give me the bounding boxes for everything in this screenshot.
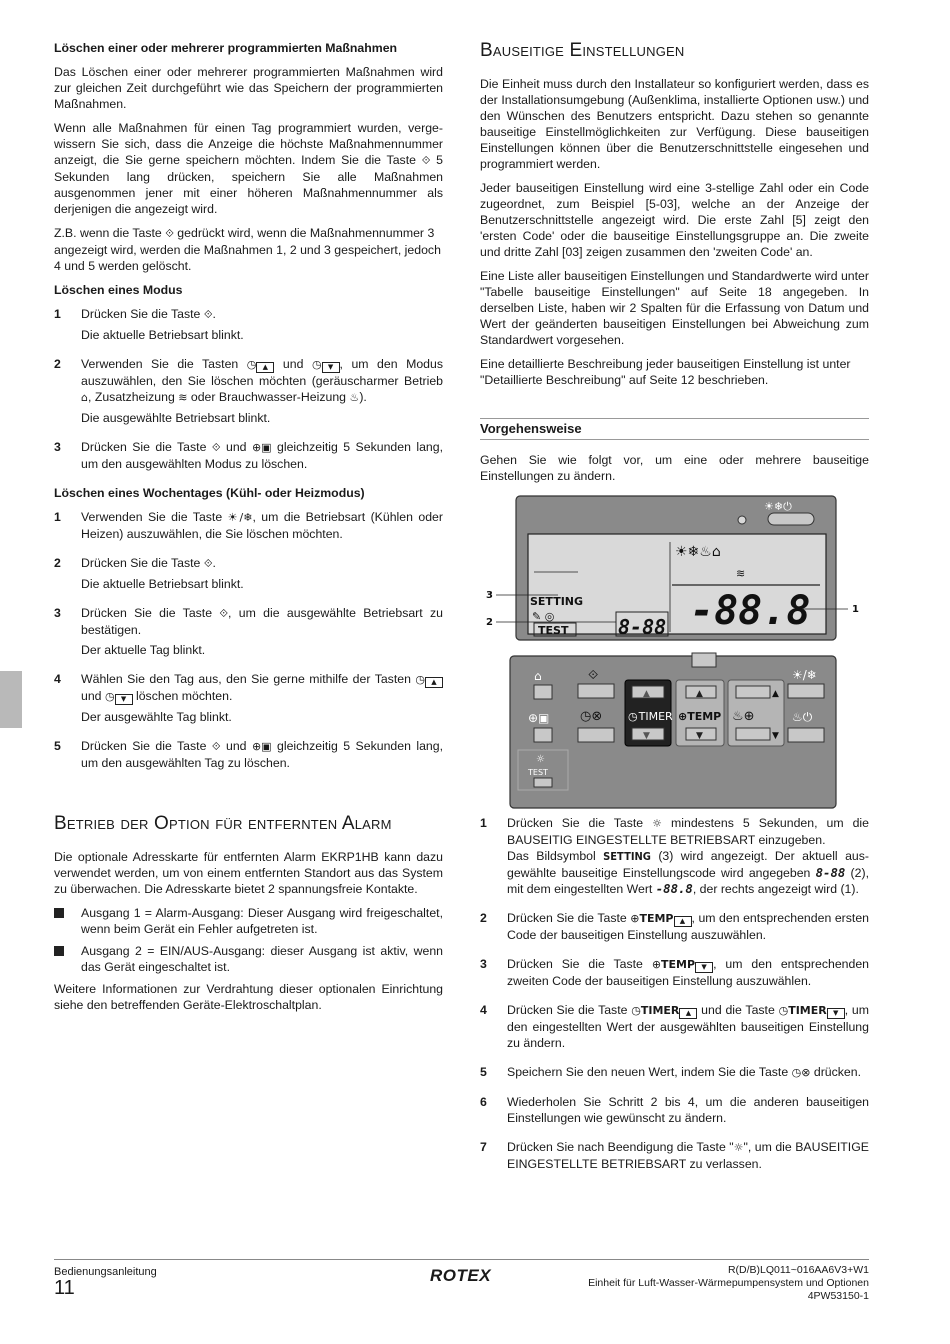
test-label: TEST (538, 624, 569, 637)
paragraph: Eine detaillierte Beschreibung jeder bauseitigen Einstellung ist unter "Detaillierte Beschreibung" auf Seite 12 beschrieben. (480, 357, 851, 387)
chapter-tab (0, 671, 22, 728)
program-key-icon: ⟐ (165, 227, 174, 240)
timer-label: ◷TIMER (628, 710, 673, 723)
heading-delete-weekday: Löschen eines Wochentages (Kühl- oder Heizmodus) (54, 486, 365, 500)
timer-clear-key-icon: ◷⊗ (791, 1066, 811, 1079)
heading-remote-alarm: Betrieb der Option für entfernten Alarm (54, 813, 392, 834)
wrench-eye-icon: ✎ ◎ (532, 610, 555, 623)
list-item: Ausgang 1 = Alarm-Ausgang: Dieser Ausgang wird freigeschaltet, wenn beim Gerät ein Fehler aufgetreten ist. (54, 905, 443, 937)
list-item: Ausgang 2 = EIN/AUS-Ausgang: dieser Ausgang ist aktiv, wenn das Gerät eingeschaltet ist. (54, 943, 443, 975)
svg-text:▲: ▲ (643, 689, 650, 699)
paragraph: Jeder bauseitigen Einstellung wird eine 3-stellige Zahl oder ein Code zugeordnet, zum Beispiel [5-03], welche an der Anzeige der Benutzerschnittstelle angezeigt wird. Die erste Zahl [5] zeigt den 'ersten Code' oder die bauseitige Einstellungsgruppe an. Die zweite und dritte Zahl [03] zeigen zusammen den 'zweiten Code' an. (480, 181, 869, 259)
temp-down-key-icon: ⊕TEMP ▼ (652, 958, 713, 971)
callout-1: 1 (852, 604, 859, 615)
program-key-icon: ⟐ (219, 607, 229, 620)
hot-water-power-icon: ♨⏻ (792, 710, 813, 724)
list-item: 1 Drücken Sie die Taste ☼ mindestens 5 Sekunden, um die BAUSEITIG EINGESTELLTE BETRIEBSART einzugeben. Das Bildsymbol SETTING (3) wird angezeigt. Der aktuell aus-gewählte bauseitige Einstellungscode wird angegeben 8-88 (2), mit dem eingestellten Wert -88.8, der rechts angezeigt wird (1). (480, 816, 870, 896)
hot-water-power-button[interactable] (788, 728, 824, 742)
auto-temp-icon: ⊕▣ (528, 711, 550, 725)
list-item: 5 Drücken Sie die Taste ⟐ und ⊕▣ gleichzeitig 5 Sekunden lang, um den ausgewählten Tag zu löschen. (54, 739, 444, 770)
list-item: 6 Wiederholen Sie Schritt 2 bis 4, um die anderen bauseitigen Einstellungen wie gewünscht zu ändern. (480, 1095, 869, 1125)
on-off-button[interactable] (768, 513, 814, 525)
program-key-icon: ⟐ (203, 308, 213, 321)
paragraph: Die optionale Adresskarte für entfernten Alarm EKRP1HB kann dazu verwendet werden, um von einem entfernten Standort aus das System zu überwachen. Die Adresskarte bietet 2 spannungsfreie Kontakte. (54, 850, 443, 896)
field-code-display: 8-88 (618, 615, 667, 639)
paragraph: Das Löschen einer oder mehrerer programmierten Maßnahmen wird zur gleichen Zeit durchgeführt wie das Speichern der programmierten Maßnahmen. (54, 65, 443, 111)
heading-delete-mode: Löschen eines Modus (54, 283, 183, 297)
svg-text:▼: ▼ (643, 731, 650, 741)
hot-water-down-button[interactable] (736, 728, 770, 740)
list-item: 4 Wählen Sie den Tag aus, den Sie gerne mithilfe der Tasten ◷ ▲ und ◷ ▼ löschen möchten. Der ausgewählte Tag blinkt. (54, 671, 443, 729)
footer-divider (54, 1259, 869, 1260)
paragraph: Gehen Sie wie folgt vor, um eine oder mehrere bauseitige Einstellungen zu ändern. (480, 453, 869, 483)
program-key-icon: ⟐ (421, 154, 431, 167)
temp-label: ⊕TEMP (678, 710, 722, 723)
paragraph: Weitere Informationen zur Verdrahtung dieser optionalen Einrichtung siehe den betreffenden Geräte-Elektroschaltplan. (54, 982, 443, 1012)
list-item: 3 Drücken Sie die Taste ⊕TEMP ▼ , um den entsprechenden zweiten Code der bauseitigen Einstellung auszuwählen. (480, 957, 870, 988)
list-item: 1 Verwenden Sie die Taste ☀/❄, um die Betriebsart (Kühlen oder Heizen) auszuwählen, die Sie löschen möchten. (54, 510, 443, 541)
value-display: -88.8 (690, 588, 811, 634)
auto-temp-key-icon: ⊕▣ (251, 441, 272, 454)
procedure-steps (480, 815, 869, 1185)
test-button-label: TEST (528, 768, 548, 777)
quiet-mode-icon: ⌂ (534, 669, 542, 683)
auto-temp-key-icon: ⊕▣ (251, 740, 272, 753)
auto-temp-button[interactable] (534, 728, 552, 742)
inspection-icon: ☼ (536, 754, 545, 765)
timer-clear-icon: ◷⊗ (580, 709, 603, 724)
bullet-square-icon (54, 908, 64, 918)
program-key-icon: ⟐ (203, 557, 213, 570)
remote-controller-illustration (480, 494, 869, 814)
clock-up-key-icon: ◷ ▲ (247, 358, 275, 371)
svg-text:▲: ▲ (696, 689, 703, 699)
temp-up-key-icon: ⊕TEMP ▲ (630, 912, 691, 925)
heat-cool-key-icon: ☀/❄ (227, 511, 253, 524)
led-indicator (738, 516, 746, 524)
clock-down-key-icon: ◷ ▼ (312, 358, 340, 371)
paragraph: Eine Liste aller bauseitigen Einstellungen und Standardwerte wird unter "Tabelle bauseitige Einstellungen" auf Seite 18 angegeben. In derselben Liste, haben wir 2 Spalten für die Erfassung von Datum und Wert der geänderten bauseitigen Einstellungen bei Abweichung zum Standardwert vorgesehen. (480, 269, 869, 347)
program-key-icon: ⟐ (211, 740, 221, 753)
footer-doc-type: Bedienungsanleitung (54, 1266, 157, 1278)
heat-cool-button[interactable] (788, 684, 824, 698)
list-item: 1 Drücken Sie die Taste ⟐. Die aktuelle Betriebsart blinkt. (54, 307, 244, 342)
timer-clear-button[interactable] (578, 728, 614, 742)
list-item: 2 Drücken Sie die Taste ⟐. Die aktuelle Betriebsart blinkt. (54, 556, 244, 591)
program-key-icon: ⟐ (211, 441, 221, 454)
list-item: 2 Drücken Sie die Taste ⊕TEMP ▲ , um den entsprechenden ersten Code der bauseitigen Einstellung auszuwählen. (480, 911, 869, 942)
heading-procedure: Vorgehensweise (480, 418, 869, 440)
rotex-logo: ROTEX (430, 1266, 492, 1285)
hot-water-up-button[interactable] (736, 686, 770, 698)
list-item: 4 Drücken Sie die Taste ◷TIMER ▲ und die Taste ◷TIMER ▼ , um den eingestellten Wert der ausgewählten bauseitigen Einstellung zu ändern. (480, 1003, 870, 1050)
quiet-mode-icon: ⌂ (81, 391, 88, 404)
heading-delete-actions: Löschen einer oder mehrerer programmierten Maßnahmen (54, 41, 398, 55)
inspection-test-key-icon: ☼ (733, 1141, 744, 1154)
clock-down-key-icon: ◷ ▼ (105, 690, 133, 703)
program-key-icon: ⟐ (588, 668, 599, 683)
list-item: 3 Drücken Sie die Taste ⟐ und ⊕▣ gleichzeitig 5 Sekunden lang, um den ausgewählten Modus zu löschen. (54, 440, 444, 471)
callout-3: 3 (486, 590, 493, 601)
list-item: 2 Verwenden Sie die Tasten ◷ ▲ und ◷ ▼ , um den Modus auszuwählen, den Sie löschen möchten (geräuscharmer Betrieb ⌂, Zusatzheizung ≋ oder Brauchwasser-Heizung ♨). Die ausgewählte Betriebsart blinkt. (54, 357, 443, 425)
heat-cool-icon: ☀/❄ (792, 668, 817, 682)
hot-water-icon: ♨ (349, 391, 360, 404)
paragraph: Wenn alle Maßnahmen für einen Tag programmiert wurden, verge-wissern Sie sich, dass die Anzeige die höchste Maßnahmennummer anzeigt, die Sie gerne speichern möchten. Indem Sie die Taste ⟐ 5 Sekunden lang drücken, speichern Sie alle Maßnahmen ausgenommen jener mit einer höheren Maßnahmennummer als derjenigen die angezeigt wird. (54, 121, 443, 216)
heading-field-settings: Bauseitige Einstellungen (480, 40, 685, 61)
mode-icons: ☀❄♨⌂ (675, 544, 721, 560)
heat-cool-power-icon: ☀❄⏻ (764, 500, 792, 513)
list-item: 3 Drücken Sie die Taste ⟐, um die ausgewählte Betriebsart zu bestätigen. Der aktuelle Tag blinkt. (54, 606, 443, 657)
callout-2: 2 (486, 617, 493, 628)
page-number: 11 (54, 1277, 75, 1299)
paragraph: Z.B. wenn die Taste ⟐ gedrückt wird, wenn die Maßnahmennummer 3 angezeigt wird, werden die Maßnahmen 1, 2 und 3 gespeichert, jedoch 4 und 5 werden gelöscht. (54, 226, 441, 273)
hot-water-temp-icon: ♨⊕ (732, 709, 755, 724)
program-button[interactable] (578, 684, 614, 698)
paragraph: Die Einheit muss durch den Installateur so konfiguriert werden, dass es der Installationsumgebung (Außenklima, installierte Optionen usw.) und den Wünschen des Benutzers entspricht. Dazu stehen so genannte bauseitige Einstellmöglichkeiten zur Verfügung. Diese bauseitigen Einstellungen können über die Benutzerschnittstelle eingesehen und programmiert werden. (480, 77, 869, 171)
left-column (54, 40, 443, 1021)
inspection-test-button[interactable] (534, 778, 552, 787)
quiet-mode-button[interactable] (534, 685, 552, 699)
setting-label: SETTING (530, 595, 584, 608)
svg-text:▼: ▼ (696, 731, 703, 741)
footer-model-info: R(D/B)LQ011~016AA6V3+W1 Einheit für Luft-Wasser-Wärmepumpensystem und Optionen 4PW53150-1 (588, 1264, 869, 1302)
timer-down-key-icon: ◷TIMER ▼ (779, 1004, 845, 1017)
backup-heater-icon: ≋ (178, 391, 188, 404)
svg-text:▲: ▲ (772, 689, 779, 699)
bullet-square-icon (54, 946, 64, 956)
right-column (480, 40, 869, 492)
svg-text:▼: ▼ (772, 731, 779, 741)
list-item: 7 Drücken Sie nach Beendigung die Taste "☼", um die BAUSEITIGE EINGESTELLTE BETRIEBSART zu verlassen. (480, 1140, 869, 1171)
inspection-test-key-icon: ☼ (652, 817, 662, 830)
backup-heater-icon: ≋ (736, 567, 746, 580)
timer-up-key-icon: ◷TIMER ▲ (631, 1004, 697, 1017)
clock-up-key-icon: ◷ ▲ (415, 673, 443, 686)
list-item: 5 Speichern Sie den neuen Wert, indem Sie die Taste ◷⊗ drücken. (480, 1065, 862, 1079)
